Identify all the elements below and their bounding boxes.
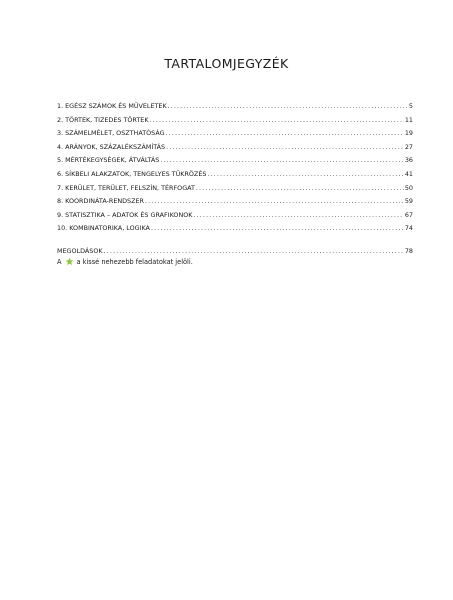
toc-entry[interactable] <box>57 127 413 141</box>
toc-entry[interactable] <box>57 100 413 114</box>
toc-entry[interactable] <box>57 222 413 236</box>
dot-leader <box>207 168 403 182</box>
toc-entry-label: MEGOLDÁSOK <box>57 246 103 255</box>
toc-entry[interactable] <box>57 114 413 128</box>
toc-entry-label: 5. MÉRTÉKEGYSÉGEK, ÁTVÁLTÁS <box>57 156 160 165</box>
dot-leader <box>166 141 404 155</box>
toc-entry-page: 19 <box>404 129 413 138</box>
toc-entry-label: 2. TÖRTEK, TIZEDES TÖRTEK <box>57 115 149 124</box>
dot-leader <box>151 222 404 236</box>
toc-entry-page: 41 <box>404 169 413 178</box>
toc-entry[interactable] <box>57 209 413 223</box>
note-prefix: A <box>57 257 62 266</box>
toc-entry-label: 3. SZÁMELMÉLET, OSZTHATÓSÁG <box>57 129 165 138</box>
toc-entry-label: 1. EGÉSZ SZÁMOK ÉS MŰVELETEK <box>57 102 167 110</box>
toc-entry-label: 7. KERÜLET, TERÜLET, FELSZÍN, TÉRFOGAT <box>57 183 195 192</box>
toc-entry[interactable] <box>57 195 413 209</box>
dot-leader <box>150 114 404 128</box>
dot-leader <box>168 100 408 114</box>
dot-leader <box>145 195 404 209</box>
toc-entry-label: 6. SÍKBELI ALAKZATOK, TENGELYES TÜKRÖZÉS <box>57 169 207 178</box>
toc-entry[interactable] <box>57 141 413 155</box>
toc-entry[interactable] <box>57 168 413 182</box>
toc-entry-page: 59 <box>404 197 413 206</box>
toc-entry-page: 67 <box>404 210 413 219</box>
star-icon <box>65 257 74 266</box>
dot-leader <box>193 209 403 223</box>
toc-entry-label: 9. STATISZTIKA – ADATOK ÉS GRAFIKONOK <box>57 210 193 219</box>
toc-entry[interactable] <box>57 154 413 168</box>
toc-entry[interactable] <box>57 182 413 196</box>
dot-leader <box>160 154 404 168</box>
table-of-contents <box>57 100 413 259</box>
note-text: a kissé nehezebb feladatokat jelöli. <box>76 257 193 266</box>
toc-entry-page: 27 <box>404 142 413 151</box>
toc-entry-label: 8. KOORDINÁTA-RENDSZER <box>57 197 144 206</box>
toc-spacer <box>57 236 413 245</box>
toc-entry-page: 11 <box>404 115 413 124</box>
toc-entry-page: 36 <box>404 156 413 165</box>
toc-entry-page: 5 <box>408 102 413 110</box>
difficulty-note <box>57 257 193 266</box>
page-title: TARTALOMJEGYZÉK <box>164 56 289 71</box>
toc-entry-page: 78 <box>404 246 413 255</box>
dot-leader <box>196 182 404 196</box>
toc-entry-label: 4. ARÁNYOK, SZÁZALÉKSZÁMÍTÁS <box>57 142 166 151</box>
dot-leader <box>166 127 404 141</box>
toc-entry-page: 74 <box>404 224 413 233</box>
toc-entry-label: 10. KOMBINATORIKA, LOGIKA <box>57 224 150 233</box>
toc-entry-page: 50 <box>404 183 413 192</box>
